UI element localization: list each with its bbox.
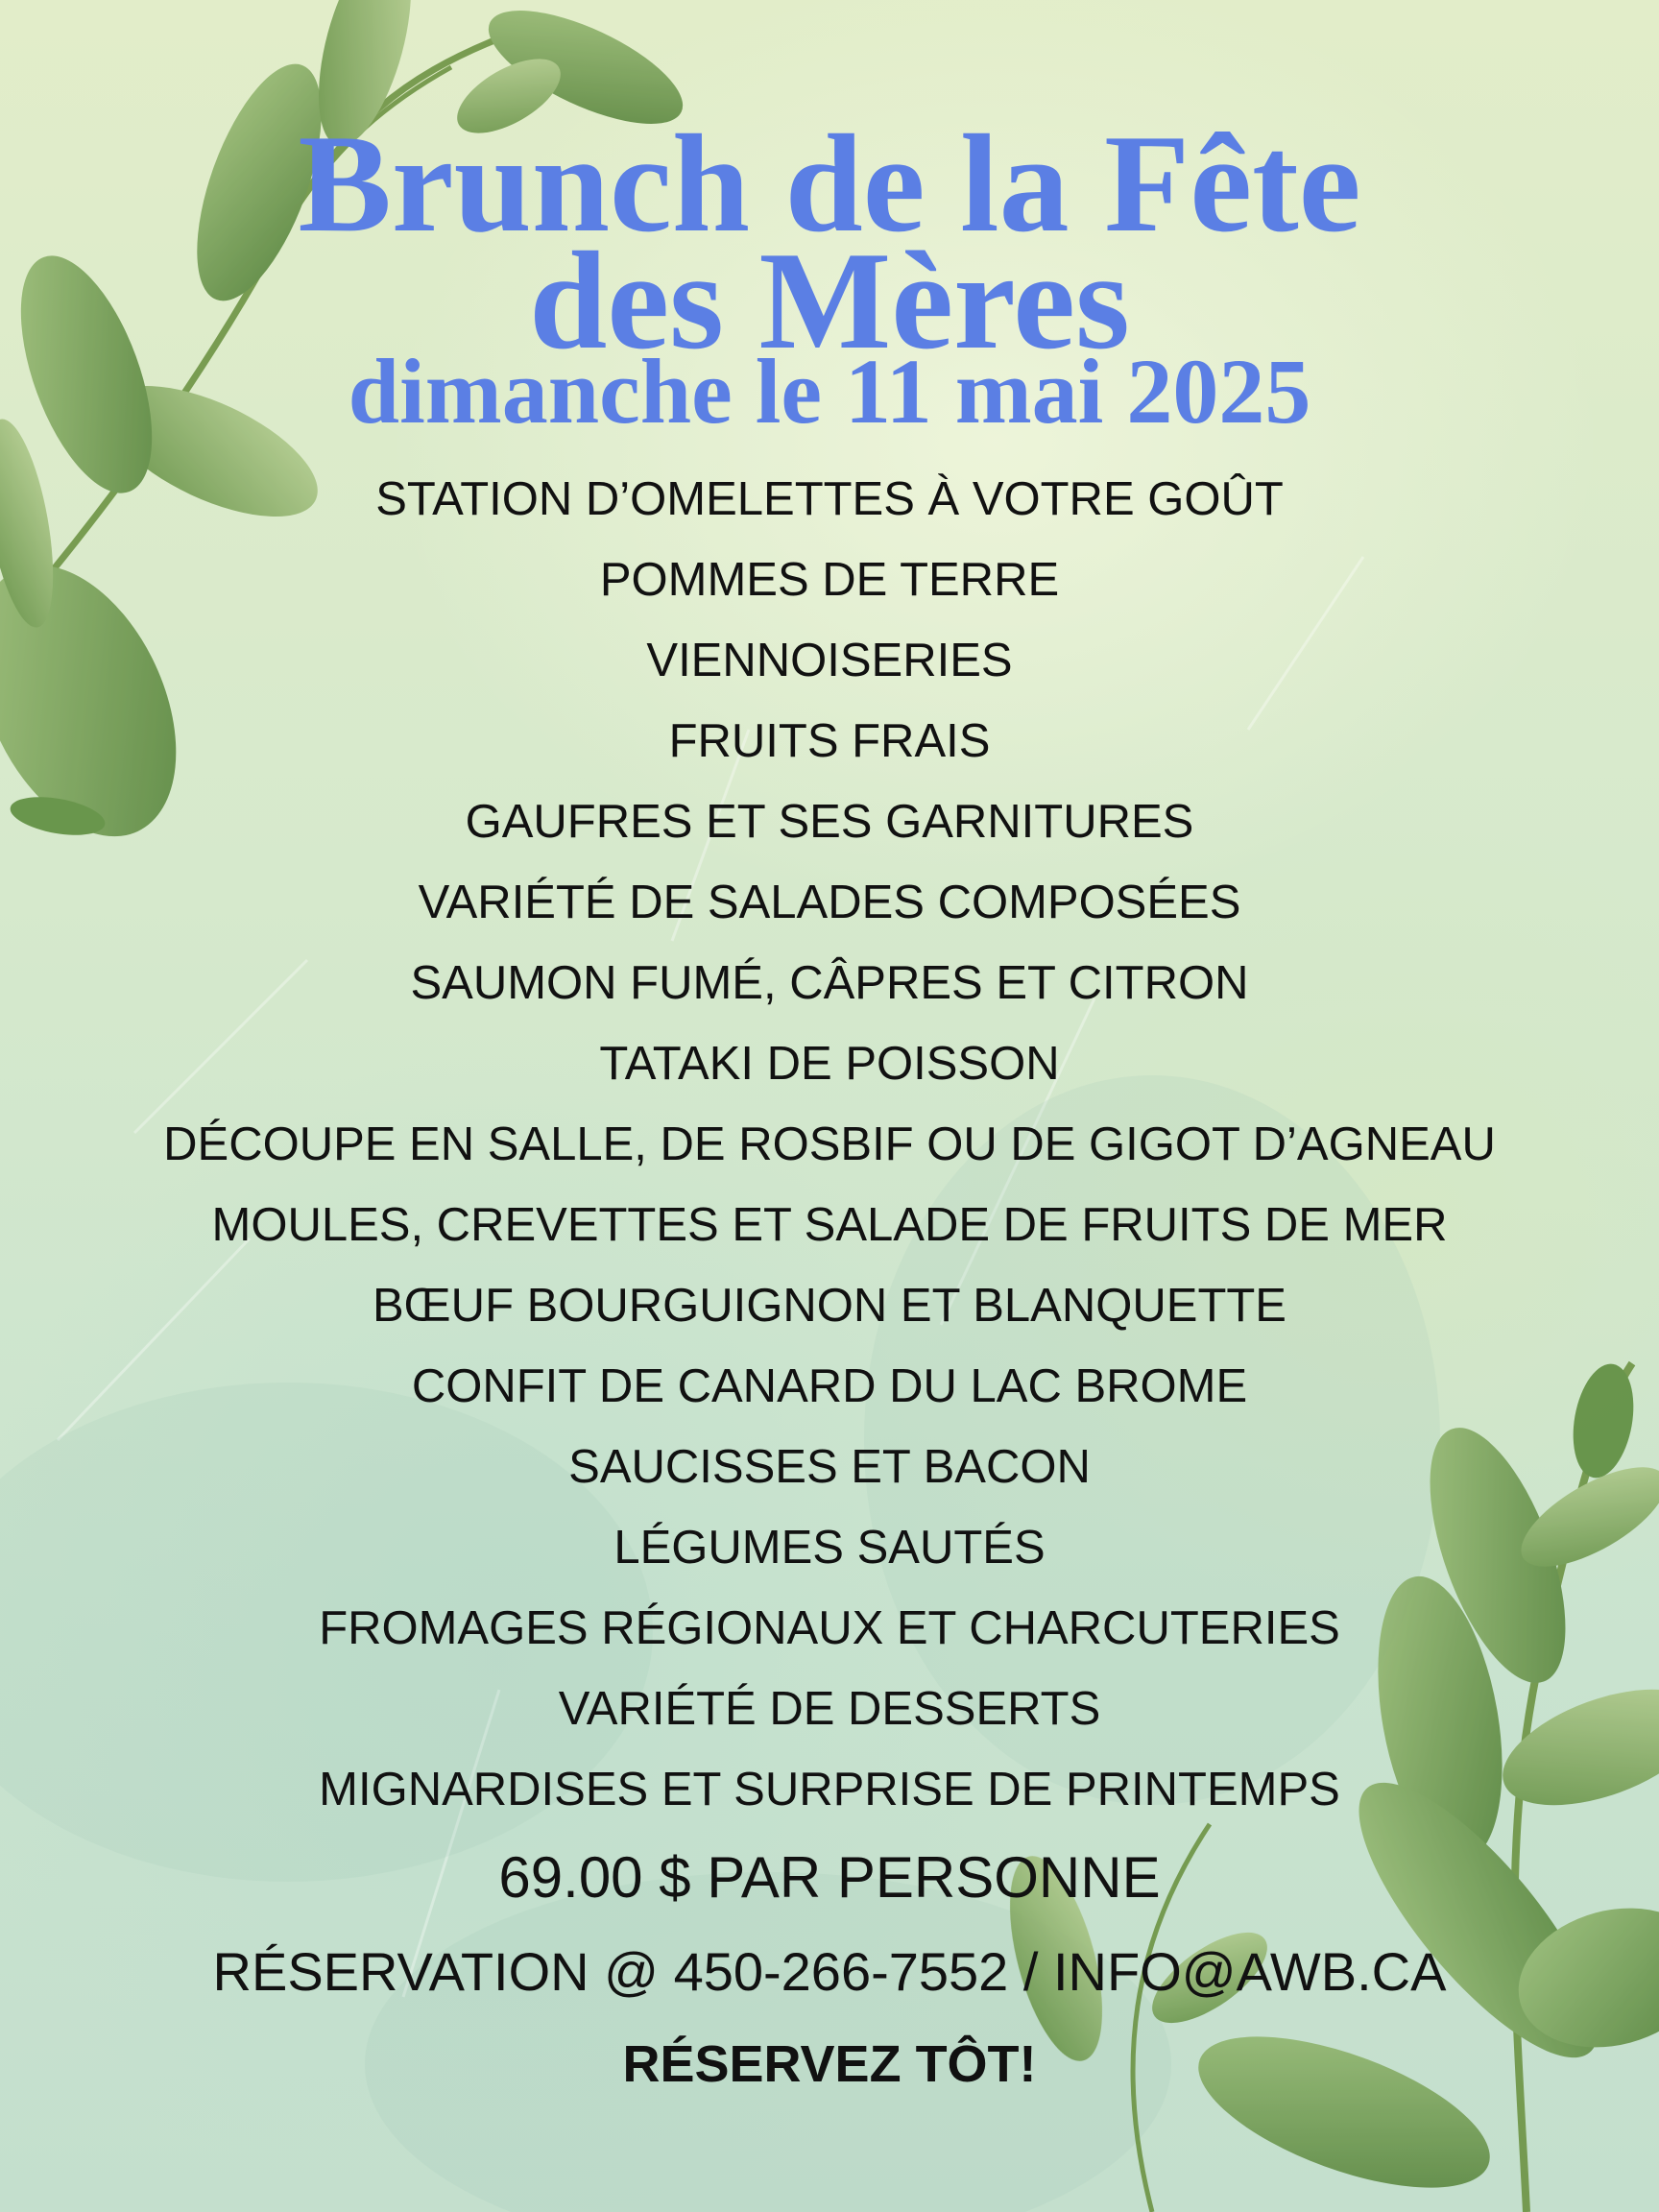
- event-date: dimanche le 11 mai 2025: [348, 340, 1311, 443]
- poster-title-line-2: des Mères: [529, 223, 1130, 378]
- menu-item: DÉCOUPE EN SALLE, DE ROSBIF OU DE GIGOT D’AGNEAU: [163, 1118, 1496, 1170]
- price-per-person: 69.00 $ PAR PERSONNE: [498, 1845, 1161, 1910]
- menu-item: FRUITS FRAIS: [668, 715, 991, 767]
- menu-item: BŒUF BOURGUIGNON ET BLANQUETTE: [373, 1280, 1286, 1332]
- menu-item: CONFIT DE CANARD DU LAC BROME: [411, 1360, 1248, 1412]
- menu-item: SAUCISSES ET BACON: [568, 1441, 1091, 1493]
- menu-item: MOULES, CREVETTES ET SALADE DE FRUITS DE MER: [211, 1199, 1448, 1251]
- menu-item: LÉGUMES SAUTÉS: [613, 1522, 1046, 1574]
- menu-item: VIENNOISERIES: [646, 635, 1013, 686]
- book-early-callout: RÉSERVEZ TÔT!: [622, 2035, 1037, 2093]
- menu-item: SAUMON FUMÉ, CÂPRES ET CITRON: [410, 957, 1249, 1009]
- menu-item: POMMES DE TERRE: [599, 554, 1060, 606]
- menu-item: VARIÉTÉ DE DESSERTS: [558, 1683, 1101, 1735]
- menu-item: MIGNARDISES ET SURPRISE DE PRINTEMPS: [319, 1764, 1340, 1815]
- menu-item: FROMAGES RÉGIONAUX ET CHARCUTERIES: [319, 1602, 1340, 1654]
- menu-list: [0, 465, 1659, 1836]
- menu-item: TATAKI DE POISSON: [599, 1038, 1060, 1090]
- reservation-contact: RÉSERVATION @ 450-266-7552 / INFO@AWB.CA: [212, 1941, 1447, 2002]
- menu-item: STATION D’OMELETTES À VOTRE GOÛT: [375, 473, 1284, 525]
- menu-item: GAUFRES ET SES GARNITURES: [465, 796, 1194, 848]
- poster-title-line-1: Brunch de la Fête: [298, 106, 1361, 261]
- menu-item: VARIÉTÉ DE SALADES COMPOSÉES: [418, 877, 1241, 928]
